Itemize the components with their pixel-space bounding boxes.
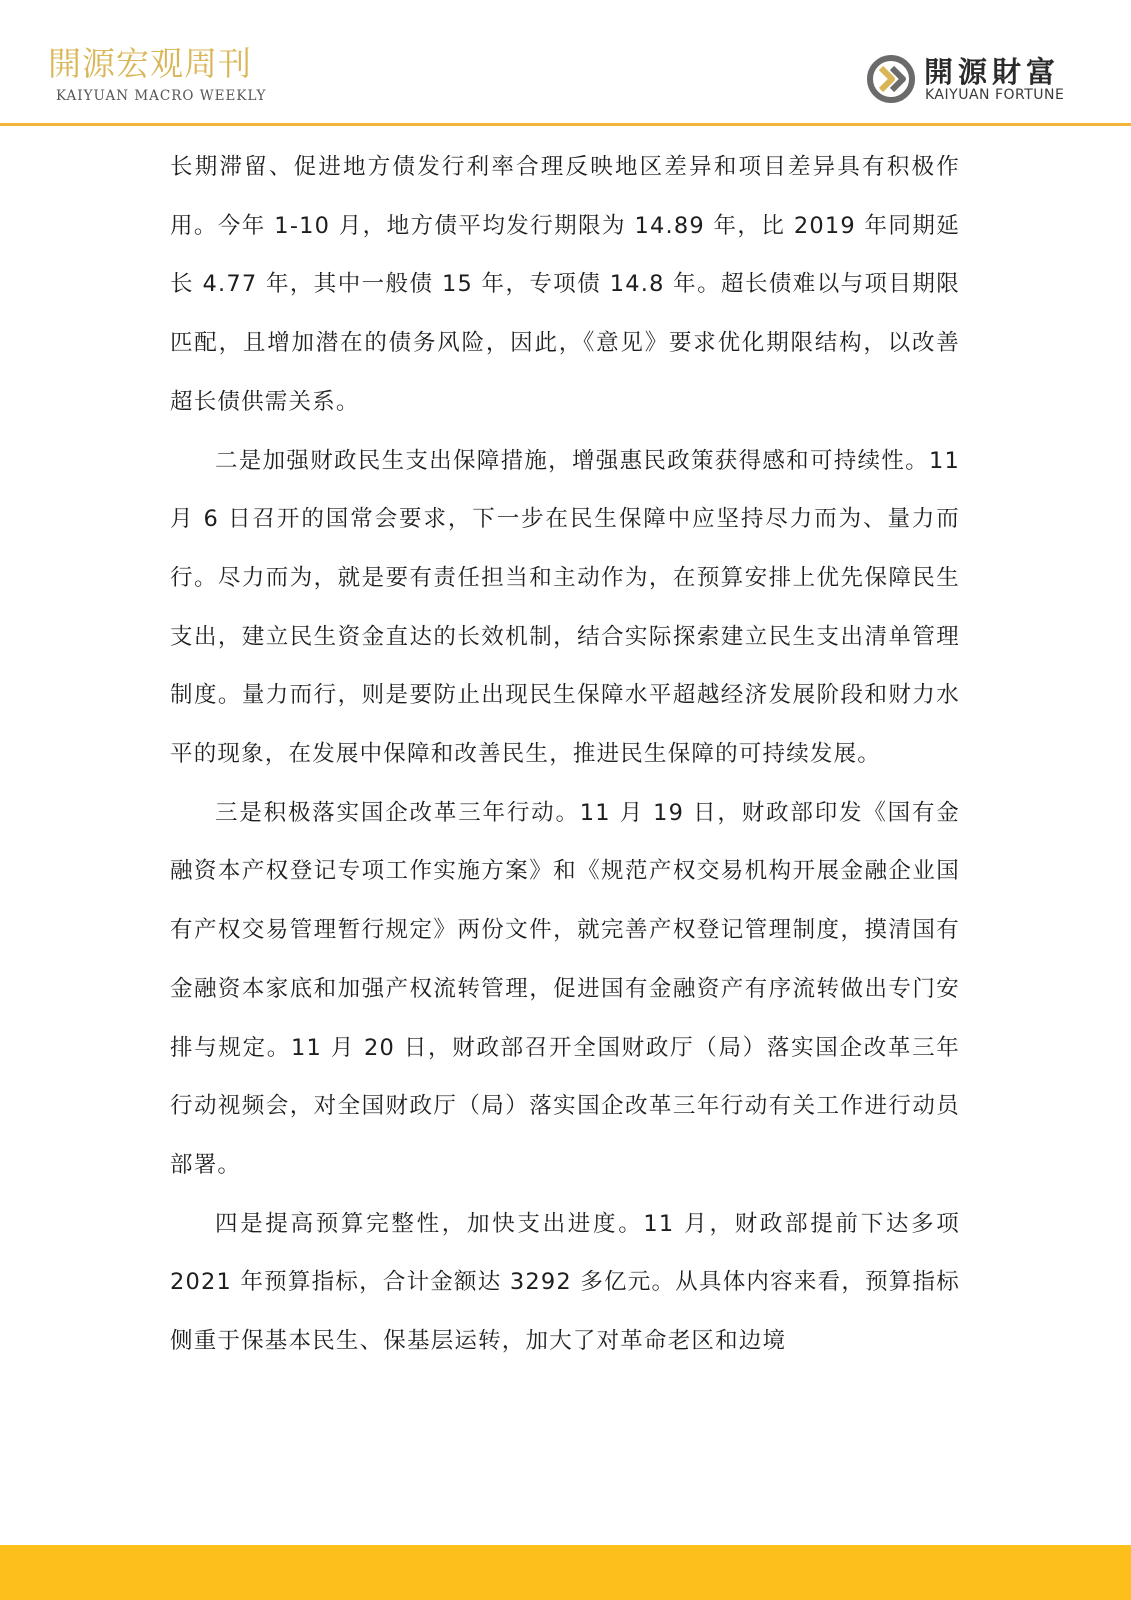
logo-english-text: KAIYUAN FORTUNE [925, 87, 1065, 103]
paragraph-soe-reform: 三是积极落实国企改革三年行动。11 月 19 日，财政部印发《国有金融资本产权登记专项工作实施方案》和《规范产权交易机构开展金融企业国有产权交易管理暂行规定》两份文件，就完善产权登记管理制度，摸清国有金融资本家底和加强产权流转管理，促进国有金融资产有序流转做出专门安排与规定。11 月 20 日，财政部召开全国财政厅（局）落实国企改革三年行动视频会，对全国财政厅（局）落实国企改革三年行动有关工作进行动员部署。 [170, 799, 960, 1178]
publication-title: 開源宏观周刊 [48, 44, 252, 83]
publication-subtitle: KAIYUAN MACRO WEEKLY [56, 88, 267, 104]
article-body [170, 138, 960, 1371]
kaiyuan-logo-icon [866, 54, 916, 104]
paragraph-continued: 长期滞留、促进地方债发行利率合理反映地区差异和项目差异具有积极作用。今年 1-10 月，地方债平均发行期限为 14.89 年，比 2019 年同期延长 4.77 年，其中一般债 15 年，专项债 14.8 年。超长债难以与项目期限匹配，且增加潜在的债务风险，因此，《意见》要求优化期限结构，以改善超长债供需关系。 [170, 154, 960, 415]
paragraph-livelihood-spending: 二是加强财政民生支出保障措施，增强惠民政策获得感和可持续性。11 月 6 日召开的国常会要求，下一步在民生保障中应坚持尽力而为、量力而行。尽力而为，就是要有责任担当和主动作为，在预算安排上优先保障民生支出，建立民生资金直达的长效机制，结合实际探索建立民生支出清单管理制度。量力而行，则是要防止出现民生保障水平超越经济发展阶段和财力水平的现象，在发展中保障和改善民生，推进民生保障的可持续发展。 [170, 447, 960, 768]
logo-chinese-text: 開源財富 [924, 55, 1061, 89]
footer-bar [0, 1545, 1131, 1600]
kaiyuan-fortune-logo [866, 50, 1096, 108]
paragraph-budget-completeness: 四是提高预算完整性，加快支出进度。11 月，财政部提前下达多项 2021 年预算指标，合计金额达 3292 多亿元。从具体内容来看，预算指标侧重于保基本民生、保基层运转，加大了对革命老区和边境 [170, 1210, 960, 1355]
header-divider [0, 123, 1131, 126]
page-header [0, 0, 1131, 126]
